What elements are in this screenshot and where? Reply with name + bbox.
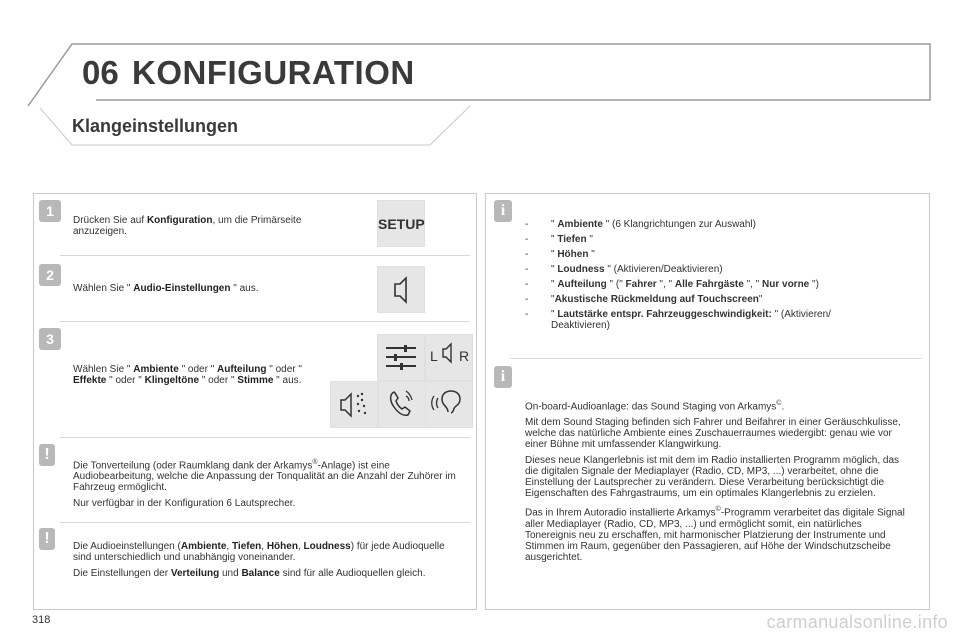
list-item: - "Akustische Rückmeldung auf Touchscreen" <box>525 294 763 305</box>
aufteilung-button[interactable] <box>425 334 473 381</box>
list-item: - " Höhen " <box>525 249 595 260</box>
stimme-button[interactable] <box>425 381 473 428</box>
klingeltoene-button[interactable] <box>378 381 426 428</box>
setup-label: SETUP <box>378 216 425 232</box>
warning-1-text: Die Tonverteilung (oder Raumklang dank der Arkamys®-Anlage) ist eine Audiobearbeitung, welche die Anpassung der Tonqualität an die Anzahl der Zuhörer im Fahrzeug ermöglicht. Nur verfügbar in der Konfiguration 6 Lautsprecher. <box>73 459 456 510</box>
warning-icon: ! <box>39 444 55 466</box>
divider <box>60 255 470 256</box>
divider <box>60 321 470 322</box>
step-number-2: 2 <box>39 264 61 286</box>
divider <box>60 437 470 438</box>
setup-button[interactable] <box>377 200 425 247</box>
settings-list <box>525 219 915 335</box>
page-number: 318 <box>32 614 51 626</box>
info-icon: i <box>494 366 512 388</box>
section-title: Klangeinstellungen <box>72 116 239 136</box>
list-item: - " Tiefen " <box>525 234 593 245</box>
divider <box>510 358 922 359</box>
warning-2-text: Die Audioeinstellungen (Ambiente, Tiefen, Höhen, Loudness) für jede Audioquelle sind unterschiedlich und unabhängig voneinander. Die Einstellungen der Verteilung und Balance sind für alle Audioquellen gleich. <box>73 541 445 579</box>
speaker-effects-icon <box>331 382 377 427</box>
step-number-1: 1 <box>39 200 61 222</box>
chapter-title: KONFIGURATION <box>132 54 415 91</box>
step-1-text: Drücken Sie auf Konfiguration, um die Primärseite anzuzeigen. <box>73 215 302 237</box>
voice-icon <box>426 382 472 427</box>
phone-ringtone-icon <box>379 382 425 427</box>
list-item: - " Aufteilung " (" Fahrer ", " Alle Fahrgäste ", " Nur vorne ") <box>525 279 819 290</box>
step-3-text: Wählen Sie " Ambiente " oder " Aufteilung " oder " Effekte " oder " Klingeltöne " oder " Stimme " aus. <box>73 364 302 386</box>
left-channel-label: L <box>430 348 438 364</box>
audio-settings-button[interactable] <box>377 266 425 313</box>
divider <box>60 522 470 523</box>
watermark: carmanualsonline.info <box>766 612 948 632</box>
info-icon: i <box>494 200 512 222</box>
list-item: - " Ambiente " (6 Klangrichtungen zur Auswahl) <box>525 219 756 230</box>
right-channel-label: R <box>459 348 470 364</box>
chapter-number: 06 <box>82 54 119 91</box>
info-text: On-board-Audioanlage: das Sound Staging von Arkamys©. Mit dem Sound Staging befinden sich Fahrer und Beifahrer in einer Geräuschkulisse, welche das natürliche Ambiente eines Zuschauerraumes wiedergibt: genau wie vor einer Bühne mit umfassender Klangwirkung. Dieses neue Klangerlebnis ist mit dem im Radio installierten Programm möglich, das die digitalen Signale der Mediaplayer (Radio, CD, MP3, ...) verarbeitet, ohne die Einstellung der Lautsprecher zu verändern. Diese Verarbeitung berücksichtigt die Eigenschaften des Fahrgastraums, um ein optimales Klangerlebnis zu erzielen. Das in Ihrem Autoradio installierte Arkamys©-Programm verarbeitet das digitale Signal aller Mediaplayer (Radio, CD, MP3, ...) und ermöglicht somit, ein natürliches Tonereignis neu zu erschaffen, mit harmonischer Platzierung der Instrumente und Stimmen im Raum, gegenüber den Passagieren, auf Höhe der Windschutzscheibe ausgerichtet. <box>525 400 905 563</box>
step-2-text: Wählen Sie " Audio-Einstellungen " aus. <box>73 283 259 294</box>
equalizer-icon <box>378 335 424 380</box>
warning-icon: ! <box>39 528 55 550</box>
ambiente-button[interactable] <box>377 334 425 381</box>
list-item: - " Lautstärke entspr. Fahrzeuggeschwindigkeit: " (Aktivieren/ Deaktivieren) <box>525 309 831 331</box>
list-item: - " Loudness " (Aktivieren/Deaktivieren) <box>525 264 723 275</box>
step-number-3: 3 <box>39 328 61 350</box>
effects-speaker-button[interactable] <box>330 381 378 428</box>
speaker-icon <box>378 267 424 312</box>
